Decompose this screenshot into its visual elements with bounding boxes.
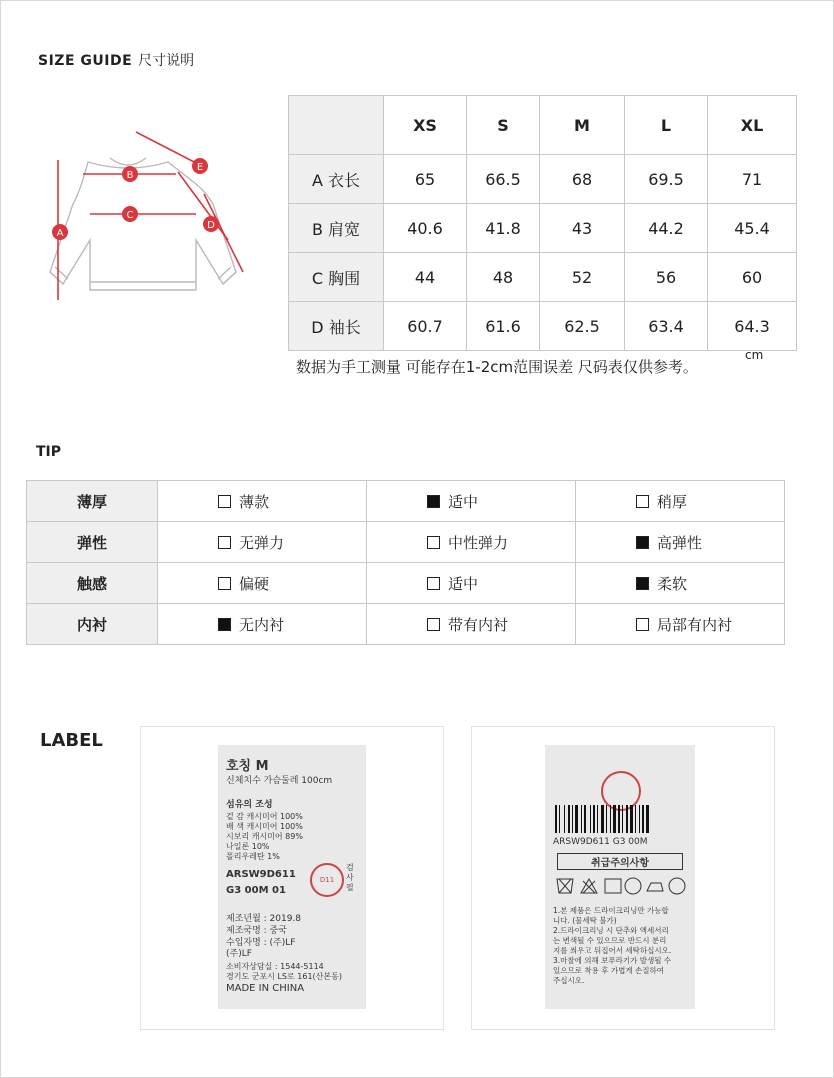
tip-option <box>576 604 785 645</box>
inspection-stamp: D11 <box>310 863 344 897</box>
tip-option-content <box>636 573 687 594</box>
tip-row <box>27 604 785 645</box>
size-table <box>288 95 797 351</box>
barcode-bar <box>626 805 628 833</box>
size-cell: 65 <box>384 155 467 204</box>
care-symbols <box>555 875 687 899</box>
tip-option-label: 中性弹力 <box>448 533 509 552</box>
tag1-line: 호칭 M <box>226 759 269 774</box>
size-cell: 60 <box>708 253 797 302</box>
barcode-bar <box>564 805 565 833</box>
tip-option-label: 薄款 <box>239 492 270 511</box>
size-guide-title-en: SIZE GUIDE <box>38 53 133 69</box>
tag1-line: 제조국명 : 중국 <box>226 926 287 936</box>
size-header-s: S <box>467 96 540 155</box>
marker-c <box>122 206 138 222</box>
care-line: 1.본 제품은 드라이크리닝만 가능합 <box>553 906 669 915</box>
unchecked-box-icon <box>636 618 649 631</box>
tip-option-content <box>636 532 702 553</box>
svg-text:E: E <box>196 162 204 173</box>
size-header-xs: XS <box>384 96 467 155</box>
no-tumble-dry-icon <box>669 878 685 894</box>
barcode-bar <box>568 805 570 833</box>
row-label: D 袖长 <box>289 302 384 351</box>
tag1-line: 폴리우레탄 1% <box>226 852 280 861</box>
tip-option-label: 稍厚 <box>657 492 688 511</box>
barcode-bar <box>601 805 604 833</box>
checked-box-icon <box>218 618 231 631</box>
tag1-line: 시보리 캐시미어 89% <box>226 832 303 841</box>
size-header-m: M <box>540 96 625 155</box>
tip-option-label: 局部有内衬 <box>657 615 733 634</box>
barcode-bar <box>642 805 644 833</box>
dry-flat-icon <box>605 879 621 893</box>
care-line: 주십시오. <box>553 976 585 985</box>
tag1-line: 겉 감 캐시미어 100% <box>226 812 303 821</box>
size-cell: 41.8 <box>467 204 540 253</box>
tag1-line: 나일론 10% <box>226 842 270 851</box>
tip-option <box>576 481 785 522</box>
tag1-side-text: 검사필 <box>346 863 354 892</box>
size-cell: 40.6 <box>384 204 467 253</box>
care-line: 3.마찰에 의해 보푸라기가 발생될 수 <box>553 956 672 965</box>
size-cell: 48 <box>467 253 540 302</box>
marker-e <box>192 158 208 174</box>
care-label-tag-2 <box>545 745 695 1009</box>
tag1-line: (주)LF <box>226 949 252 959</box>
size-cell: 61.6 <box>467 302 540 351</box>
svg-text:B: B <box>126 170 134 181</box>
label-title: LABEL <box>40 730 103 751</box>
line-d-top <box>178 172 228 240</box>
tip-option-label: 无内衬 <box>239 615 285 634</box>
barcode-text: ARSW9D611 G3 00M <box>553 837 648 847</box>
barcode-bar <box>590 805 591 833</box>
tip-option <box>576 522 785 563</box>
svg-text:A: A <box>56 228 64 239</box>
tip-option-label: 偏硬 <box>239 574 270 593</box>
unchecked-box-icon <box>218 536 231 549</box>
unchecked-box-icon <box>427 536 440 549</box>
size-cell: 44 <box>384 253 467 302</box>
barcode <box>555 805 685 833</box>
tip-option-content <box>636 614 732 635</box>
label-card-2 <box>471 726 775 1030</box>
tip-option-label: 带有内衬 <box>448 615 509 634</box>
iron-icon <box>647 883 663 891</box>
size-row-b <box>289 204 797 253</box>
size-cell: 43 <box>540 204 625 253</box>
size-row-d <box>289 302 797 351</box>
size-cell: 64.3 <box>708 302 797 351</box>
size-cell: 69.5 <box>625 155 708 204</box>
care-line: 있으므로 착용 후 가볍게 손질하여 <box>553 966 664 975</box>
size-cell: 56 <box>625 253 708 302</box>
barcode-bar <box>572 805 573 833</box>
barcode-bar <box>606 805 607 833</box>
tip-row-label: 内衬 <box>27 604 158 645</box>
checked-box-icon <box>636 536 649 549</box>
unit-label: cm <box>745 348 764 362</box>
care-label-tag-1 <box>218 745 366 1009</box>
tip-option-content <box>218 614 284 635</box>
tip-option <box>158 522 367 563</box>
size-table-corner <box>289 96 384 155</box>
barcode-bar <box>646 805 649 833</box>
barcode-bar <box>639 805 640 833</box>
size-table-header <box>289 96 797 155</box>
tip-option <box>367 481 576 522</box>
unchecked-box-icon <box>218 495 231 508</box>
barcode-bar <box>618 805 620 833</box>
row-label: A 衣长 <box>289 155 384 204</box>
sweater-measurement-diagram <box>28 122 258 312</box>
tag1-line: 배 색 캐시미어 100% <box>226 822 303 831</box>
checked-box-icon <box>636 577 649 590</box>
size-cell: 52 <box>540 253 625 302</box>
barcode-bar <box>581 805 582 833</box>
tip-option-label: 高弹性 <box>657 533 703 552</box>
barcode-bar <box>622 805 623 833</box>
tip-option-label: 柔软 <box>657 574 688 593</box>
size-cell: 66.5 <box>467 155 540 204</box>
unchecked-box-icon <box>636 495 649 508</box>
tip-row-label: 薄厚 <box>27 481 158 522</box>
tip-option <box>158 563 367 604</box>
tag1-line: 경기도 군포시 LS로 161(산본동) <box>226 972 342 981</box>
size-header-l: L <box>625 96 708 155</box>
label-card-1 <box>140 726 444 1030</box>
tip-row <box>27 522 785 563</box>
measure-lines <box>58 132 243 300</box>
barcode-bar <box>584 805 586 833</box>
tip-option <box>367 563 576 604</box>
tip-option-label: 适中 <box>448 492 479 511</box>
size-cell: 71 <box>708 155 797 204</box>
barcode-bar <box>559 805 560 833</box>
tip-title: TIP <box>36 444 62 460</box>
no-wash-icon <box>557 879 573 893</box>
checked-box-icon <box>427 495 440 508</box>
barcode-bar <box>610 805 611 833</box>
dry-clean-icon <box>625 878 641 894</box>
unchecked-box-icon <box>427 577 440 590</box>
marker-d <box>203 216 219 232</box>
tip-option-content <box>218 491 269 512</box>
tip-row <box>27 563 785 604</box>
size-cell: 63.4 <box>625 302 708 351</box>
row-label: C 胸围 <box>289 253 384 302</box>
tip-option <box>158 481 367 522</box>
tip-option-content <box>427 532 508 553</box>
svg-text:C: C <box>126 210 134 221</box>
tag1-line: ARSW9D611 <box>226 869 296 880</box>
no-bleach-icon <box>581 879 597 893</box>
barcode-bar <box>613 805 616 833</box>
size-guide-title <box>38 50 194 70</box>
tip-table <box>26 480 785 645</box>
barcode-bar <box>593 805 595 833</box>
size-row-c <box>289 253 797 302</box>
barcode-bar <box>630 805 633 833</box>
care-line: 는 변색될 수 있으므로 반드시 분리 <box>553 936 667 945</box>
size-cell: 60.7 <box>384 302 467 351</box>
tip-option-content <box>427 491 478 512</box>
tag1-line: 수입자명 : (주)LF <box>226 938 296 948</box>
tag1-line: 소비자상담실 : 1544-5114 <box>226 962 324 971</box>
row-label: B 肩宽 <box>289 204 384 253</box>
tip-option <box>158 604 367 645</box>
measurement-note: 数据为手工测量 可能存在1-2cm范围误差 尺码表仅供参考。 <box>296 358 698 376</box>
tip-option-content <box>427 614 508 635</box>
size-header-xl: XL <box>708 96 797 155</box>
tag1-line: G3 00M 01 <box>226 885 286 896</box>
tip-option-content <box>218 573 269 594</box>
barcode-bar <box>555 805 557 833</box>
tip-option <box>367 522 576 563</box>
tag1-line: 신체치수 가슴둘레 100cm <box>226 776 333 786</box>
barcode-bar <box>635 805 636 833</box>
care-line: 2.드라이크리닝 시 단추와 액세서리 <box>553 926 669 935</box>
size-cell: 68 <box>540 155 625 204</box>
tip-option-label: 无弹力 <box>239 533 285 552</box>
line-d <box>204 194 243 272</box>
size-cell: 44.2 <box>625 204 708 253</box>
tip-option <box>576 563 785 604</box>
tip-row <box>27 481 785 522</box>
tag1-line: MADE IN CHINA <box>226 983 305 994</box>
tip-option-content <box>636 491 687 512</box>
markers <box>52 158 219 240</box>
size-cell: 45.4 <box>708 204 797 253</box>
tip-option-content <box>218 532 284 553</box>
tip-row-label: 弹性 <box>27 522 158 563</box>
size-cell: 62.5 <box>540 302 625 351</box>
tip-option-content <box>427 573 478 594</box>
tip-option <box>367 604 576 645</box>
tip-row-label: 触感 <box>27 563 158 604</box>
barcode-bar <box>575 805 578 833</box>
tip-option-label: 适中 <box>448 574 479 593</box>
unchecked-box-icon <box>427 618 440 631</box>
unchecked-box-icon <box>218 577 231 590</box>
barcode-bar <box>597 805 598 833</box>
care-title: 취급주의사항 <box>557 853 683 870</box>
tag1-line: 섬유의 조성 <box>226 800 273 810</box>
care-line: 지를 씌우고 뒤집어서 세탁하십시오. <box>553 946 672 955</box>
marker-a <box>52 224 68 240</box>
svg-text:D: D <box>207 220 215 231</box>
care-line: 니다. (물세탁 불가) <box>553 916 617 925</box>
tag1-line: 제조년월 : 2019.8 <box>226 914 302 924</box>
size-row-a <box>289 155 797 204</box>
marker-b <box>122 166 138 182</box>
size-guide-title-cn: 尺寸说明 <box>138 53 195 69</box>
